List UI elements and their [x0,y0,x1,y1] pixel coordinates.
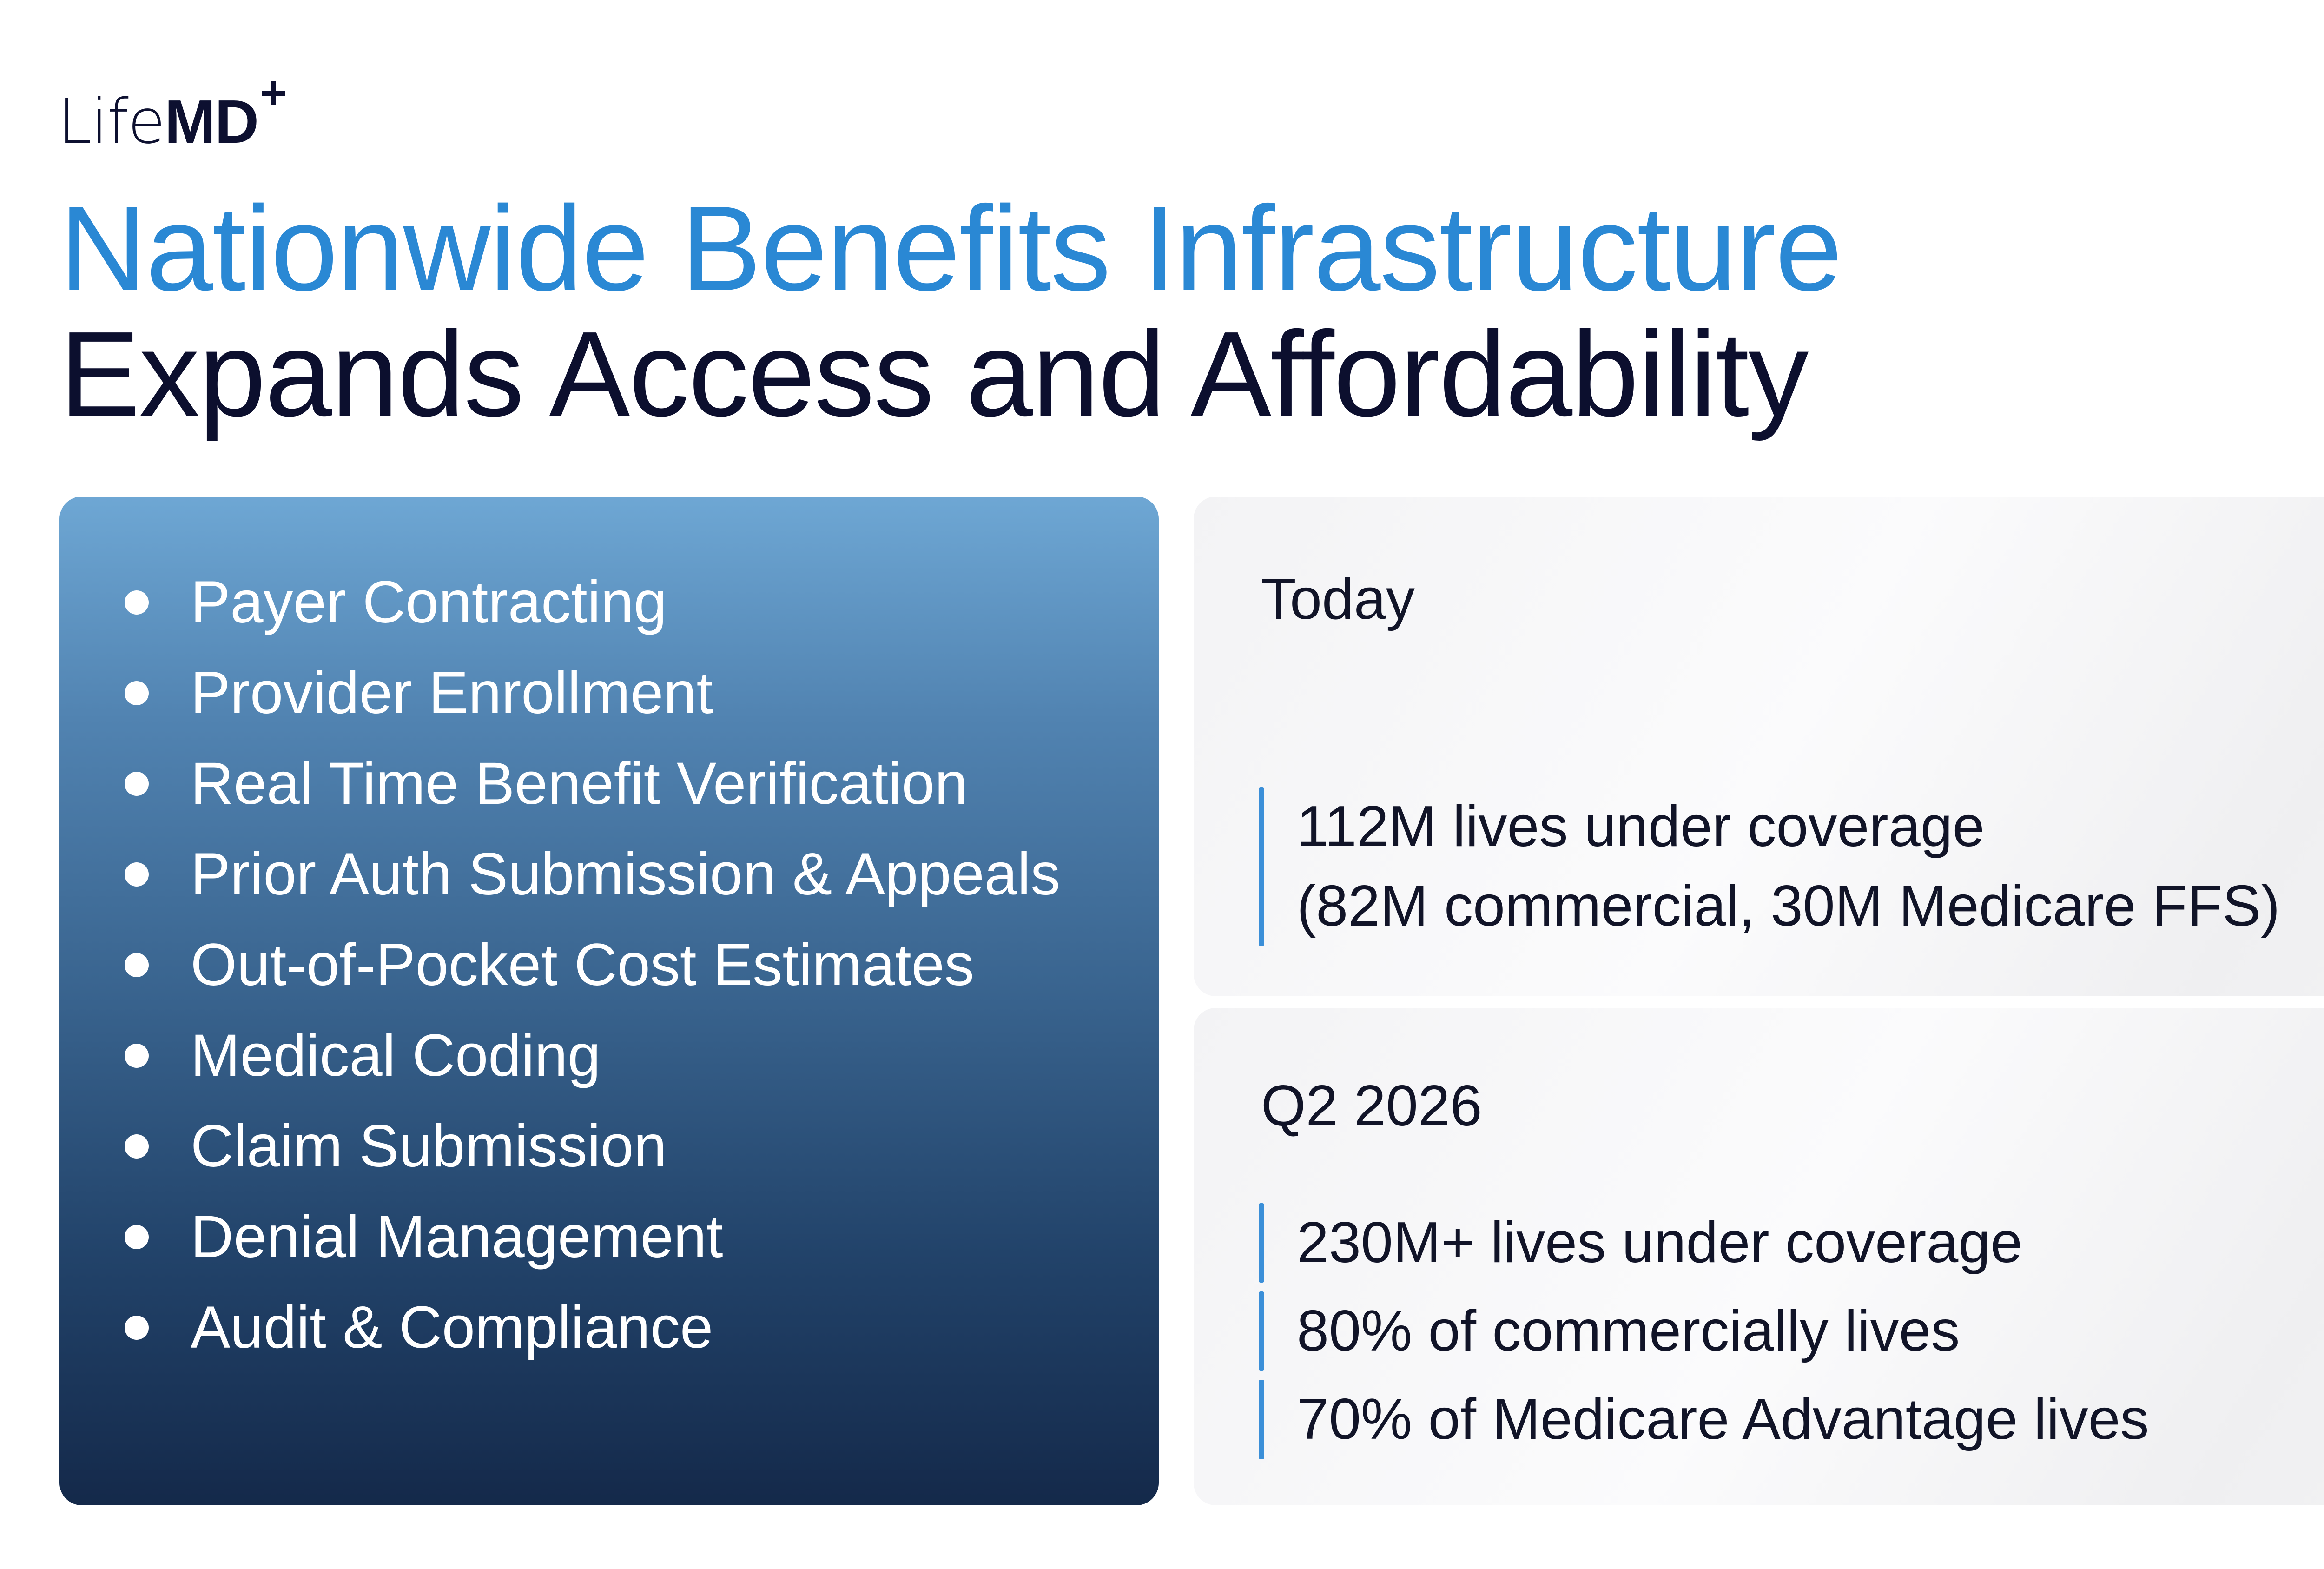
bullet-icon [125,953,149,977]
service-label: Prior Auth Submission & Appeals [191,841,1061,907]
q2-stat [1259,1203,2022,1283]
q2-2026-card [1194,1008,2324,1505]
logo-plus-icon: + [260,67,287,119]
services-list [125,557,1060,1373]
today-heading: Today [1261,567,1415,631]
service-item [125,738,1060,829]
bullet-icon [125,1316,149,1340]
service-label: Denial Management [191,1204,723,1270]
today-stat [1259,787,2280,946]
service-item [125,557,1060,648]
q2-stat-text: 230M+ lives under coverage [1297,1211,2023,1275]
bullet-icon [125,590,149,615]
service-item [125,1282,1060,1373]
bullet-icon [125,862,149,887]
service-item [125,1010,1060,1101]
lifemd-logo [58,67,287,158]
service-item [125,1101,1060,1192]
q2-stat-text: 70% of Medicare Advantage lives [1297,1387,2149,1451]
title-line-dark: Expands Access and Affordability [59,307,1808,442]
stat-accent-bar [1259,1203,1264,1283]
service-label: Claim Submission [191,1113,667,1179]
services-panel [59,497,1159,1505]
service-label: Medical Coding [191,1022,601,1089]
q2-stat-text: 80% of commercially lives [1297,1299,1960,1363]
today-stat-line1: 112M lives under coverage [1297,794,1985,859]
q2-stat [1259,1291,1960,1371]
service-label: Audit & Compliance [191,1294,713,1361]
service-item [125,920,1060,1010]
service-item [125,648,1060,738]
service-item [125,829,1060,920]
today-stat-text [1297,787,2280,946]
bullet-icon [125,681,149,705]
title-line-accent: Nationwide Benefits Infrastructure [59,181,1842,316]
today-stat-line2: (82M commercial, 30M Medicare FFS) [1297,874,2280,939]
service-item [125,1192,1060,1282]
service-label: Provider Enrollment [191,660,713,726]
today-card [1194,497,2324,996]
bullet-icon [125,772,149,796]
slide-title [59,181,1842,442]
q2-stat [1259,1380,2149,1459]
service-label: Real Time Benefit Verification [191,750,968,817]
service-label: Out-of-Pocket Cost Estimates [191,932,974,998]
logo-md-text: MD [164,87,258,156]
stat-accent-bar [1259,1380,1264,1459]
bullet-icon [125,1225,149,1249]
stat-accent-bar [1259,1291,1264,1371]
bullet-icon [125,1044,149,1068]
stat-accent-bar [1259,787,1264,946]
q2-2026-heading: Q2 2026 [1261,1074,1482,1138]
bullet-icon [125,1134,149,1159]
service-label: Payer Contracting [191,569,667,636]
logo-life-text: Life [58,86,165,158]
